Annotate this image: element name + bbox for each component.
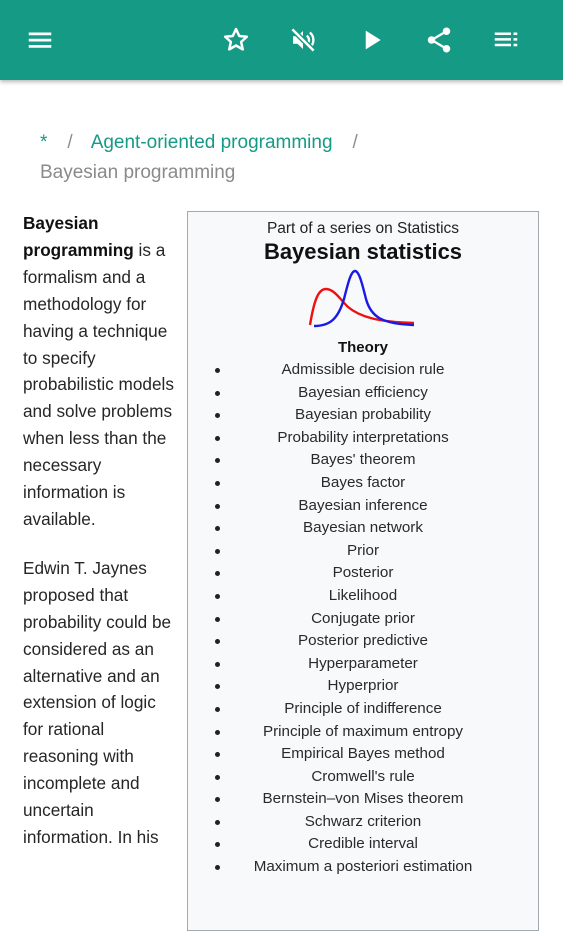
theory-topic-link[interactable]: Admissible decision rule bbox=[281, 361, 445, 378]
theory-list-item bbox=[188, 517, 538, 540]
article-paragraph-text: is a formalism and a methodology for having a technique to specify probabilistic models and solve problems when less than the necessary information is available. bbox=[23, 239, 174, 529]
infobox bbox=[187, 211, 539, 931]
theory-topic-link[interactable]: Bernstein–von Mises theorem bbox=[262, 790, 464, 808]
list-bullet-icon bbox=[215, 436, 220, 441]
theory-list-item bbox=[188, 562, 538, 585]
theory-topic-link[interactable]: Credible interval bbox=[308, 835, 418, 853]
theory-list-item bbox=[188, 449, 538, 472]
infobox-title: Bayesian statistics bbox=[263, 239, 463, 264]
theory-topic-link[interactable]: Posterior bbox=[332, 564, 394, 582]
infobox-section-heading: Theory bbox=[337, 339, 388, 356]
theory-topic-list bbox=[188, 359, 538, 879]
article-term-link[interactable]: Bayesian programming bbox=[23, 213, 134, 260]
theory-list-item bbox=[188, 359, 538, 382]
theory-list-item bbox=[188, 698, 538, 721]
list-bullet-icon bbox=[215, 481, 220, 486]
star-outline-icon[interactable] bbox=[218, 22, 254, 58]
list-bullet-icon bbox=[215, 504, 220, 509]
theory-topic-link[interactable]: Bayesian probability bbox=[295, 406, 431, 424]
list-bullet-icon bbox=[215, 775, 220, 780]
list-bullet-icon bbox=[215, 865, 220, 870]
theory-topic-link[interactable]: Empirical Bayes method bbox=[281, 745, 445, 763]
breadcrumb-parent-link[interactable]: Agent-oriented programming bbox=[90, 132, 333, 153]
list-bullet-icon bbox=[215, 391, 220, 396]
theory-list-item bbox=[188, 404, 538, 427]
theory-list-item bbox=[188, 608, 538, 631]
infobox-series-label: Part of a series on Statistics bbox=[266, 220, 460, 237]
list-bullet-icon bbox=[215, 549, 220, 554]
theory-topic-link[interactable]: Posterior predictive bbox=[298, 632, 428, 650]
list-bullet-icon bbox=[215, 797, 220, 802]
list-bullet-icon bbox=[215, 617, 220, 622]
theory-list-item bbox=[188, 495, 538, 518]
theory-topic-link[interactable]: Bayesian inference bbox=[298, 496, 428, 514]
app-toolbar bbox=[0, 0, 563, 80]
menu-icon[interactable] bbox=[22, 22, 58, 58]
list-bullet-icon bbox=[215, 594, 220, 599]
list-bullet-icon bbox=[215, 707, 220, 712]
list-bullet-icon bbox=[215, 571, 220, 576]
theory-topic-link[interactable]: Bayesian efficiency bbox=[298, 383, 428, 401]
breadcrumb-separator: / bbox=[67, 132, 73, 153]
theory-topic-link[interactable]: Maximum a posteriori estimation bbox=[253, 858, 473, 876]
theory-topic-link[interactable]: Bayes factor bbox=[320, 473, 406, 491]
breadcrumb bbox=[40, 128, 540, 188]
theory-topic-link[interactable]: Hyperprior bbox=[327, 677, 399, 695]
list-bullet-icon bbox=[215, 820, 220, 825]
theory-topic-link[interactable]: Bayesian network bbox=[303, 519, 423, 537]
theory-topic-link[interactable]: Principle of maximum entropy bbox=[262, 722, 464, 740]
theory-list-item bbox=[188, 788, 538, 811]
blue-distribution-curve bbox=[314, 271, 414, 326]
list-bullet-icon bbox=[215, 842, 220, 847]
distribution-graph-image bbox=[308, 269, 418, 331]
theory-topic-link[interactable]: Bayes' theorem bbox=[310, 451, 416, 469]
breadcrumb-root-link[interactable]: * bbox=[40, 132, 48, 153]
theory-list-item bbox=[188, 653, 538, 676]
theory-list-item bbox=[188, 675, 538, 698]
list-bullet-icon bbox=[215, 684, 220, 689]
article-paragraph: Edwin T. Jaynes proposed that probability could be considered as an alternative and an extension of logic for rational reasoning with incomplete and uncertain information. In his bbox=[23, 557, 172, 847]
theory-list-item bbox=[188, 540, 538, 563]
list-bullet-icon bbox=[215, 526, 220, 531]
theory-topic-link[interactable]: Conjugate prior bbox=[311, 609, 415, 627]
theory-list-item bbox=[188, 833, 538, 856]
article-body bbox=[23, 210, 178, 873]
list-bullet-icon bbox=[215, 368, 220, 373]
volume-off-icon[interactable] bbox=[285, 22, 321, 58]
list-bullet-icon bbox=[215, 662, 220, 667]
theory-topic-link[interactable]: Probability interpretations bbox=[277, 428, 449, 446]
theory-list-item bbox=[188, 811, 538, 834]
list-bullet-icon bbox=[215, 752, 220, 757]
theory-list-item bbox=[188, 585, 538, 608]
list-bullet-icon bbox=[215, 413, 220, 418]
list-bullet-icon bbox=[215, 458, 220, 463]
theory-topic-link[interactable]: Schwarz criterion bbox=[304, 812, 422, 830]
theory-list-item bbox=[188, 630, 538, 653]
theory-list-item bbox=[188, 856, 538, 879]
playlist-icon[interactable] bbox=[488, 22, 524, 58]
theory-list-item bbox=[188, 427, 538, 450]
theory-list-item bbox=[188, 743, 538, 766]
theory-topic-link[interactable]: Likelihood bbox=[328, 586, 398, 604]
theory-topic-link[interactable]: Cromwell's rule bbox=[311, 767, 415, 785]
theory-list-item bbox=[188, 721, 538, 744]
breadcrumb-current: Bayesian programming bbox=[40, 162, 236, 183]
breadcrumb-separator: / bbox=[352, 132, 358, 153]
list-bullet-icon bbox=[215, 639, 220, 644]
theory-topic-link[interactable]: Hyperparameter bbox=[308, 654, 418, 672]
theory-list-item bbox=[188, 472, 538, 495]
theory-list-item bbox=[188, 766, 538, 789]
red-distribution-curve bbox=[310, 289, 414, 325]
article-paragraph bbox=[23, 210, 178, 533]
theory-topic-link[interactable]: Principle of indifference bbox=[284, 699, 442, 717]
share-icon[interactable] bbox=[421, 22, 457, 58]
list-bullet-icon bbox=[215, 730, 220, 735]
theory-list-item bbox=[188, 382, 538, 405]
theory-topic-link[interactable]: Prior bbox=[346, 541, 380, 559]
play-icon[interactable] bbox=[354, 22, 390, 58]
